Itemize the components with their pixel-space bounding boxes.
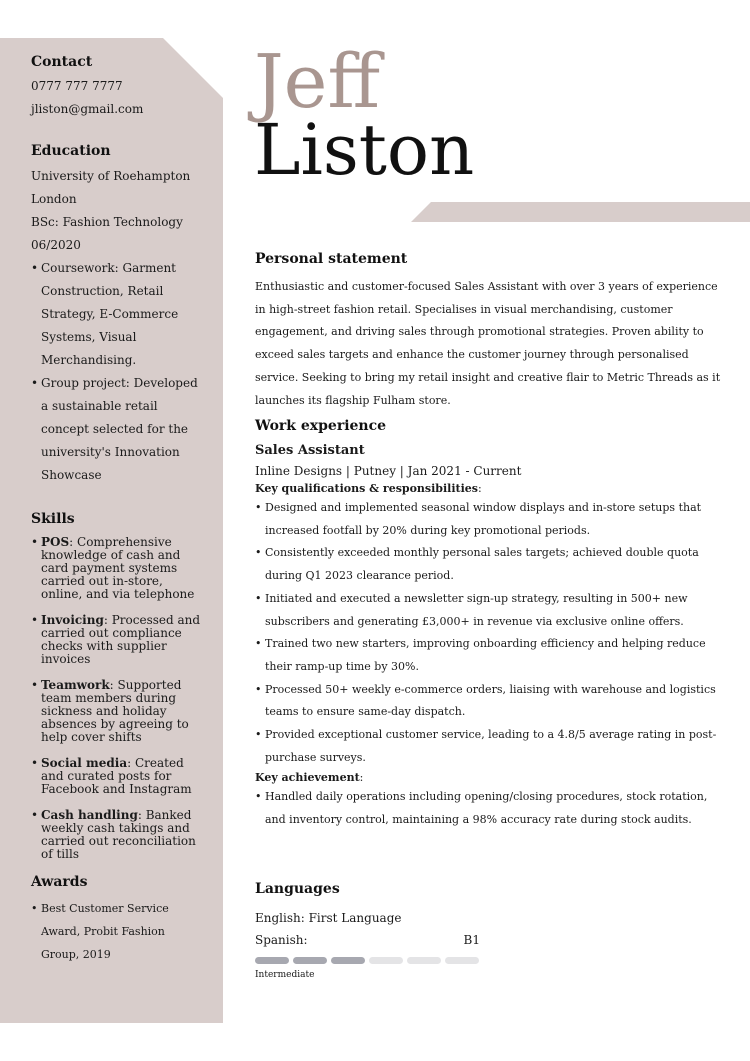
language-level: B1	[463, 933, 480, 947]
list-item: • Processed 50+ weekly e-commerce orders, liaising with warehouse and logistics teams to ensure same-day dispatch.	[255, 679, 725, 724]
level-segment-empty	[407, 957, 441, 964]
contact-email: jliston@gmail.com	[31, 102, 144, 116]
skills-list	[31, 536, 201, 861]
job-title: Sales Assistant	[255, 443, 365, 458]
skill-title: Teamwork	[41, 678, 110, 692]
skill-item	[31, 757, 201, 796]
contact-heading: Contact	[31, 54, 93, 70]
personal-statement-section	[255, 251, 725, 412]
level-segment-filled	[255, 957, 289, 964]
skill-item	[31, 809, 201, 861]
awards-list	[31, 897, 201, 966]
education-city: London	[31, 192, 77, 206]
achievement-list	[255, 786, 725, 831]
skill-title: Cash handling	[41, 808, 138, 822]
level-segment-empty	[445, 957, 479, 964]
education-degree: BSc: Fashion Technology	[31, 215, 183, 229]
statement-heading: Personal statement	[255, 251, 408, 267]
list-item: • Consistently exceeded monthly personal sales targets; achieved double quota during Q1 2023 clearance period.	[255, 542, 725, 587]
skill-text: : Created and curated posts for Facebook and Instagram	[41, 756, 192, 796]
awards-section	[31, 874, 201, 966]
language-spanish	[255, 929, 480, 951]
list-item: • Designed and implemented seasonal window displays and in-store setups that increased footfall by 20% during key promotional periods.	[255, 497, 725, 542]
job-meta: Inline Designs | Putney | Jan 2021 - Current	[255, 464, 522, 478]
last-name: Liston	[254, 109, 475, 191]
statement-text: Enthusiastic and customer-focused Sales Assistant with over 3 years of experience in high-street fashion retail. Specialises in visual merchandising, customer engagement, and driving sales through promotional strategies. Proven ability to exceed sales targets and enhance the customer journey through personalised service. Seeking to bring my retail insight and creative flair to Metric Threads as it launches its flagship Fulham store.	[255, 280, 721, 407]
education-section	[31, 143, 201, 487]
education-heading: Education	[31, 143, 111, 159]
awards-heading: Awards	[31, 874, 88, 890]
education-bullets	[31, 257, 201, 487]
languages-section	[255, 881, 725, 980]
list-item: • Trained two new starters, improving onboarding efficiency and helping reduce their ramp-up time by 30%.	[255, 633, 725, 678]
skill-item	[31, 679, 201, 744]
skill-text: : Comprehensive knowledge of cash and card payment systems carried out in-store, online, and via telephone	[41, 535, 195, 601]
skill-text: : Supported team members during sickness and holiday absences by agreeing to help cover shifts	[41, 678, 189, 744]
education-institution: University of Roehampton	[31, 169, 191, 183]
skill-item	[31, 614, 201, 666]
skill-title: POS	[41, 535, 70, 549]
list-item: • Handled daily operations including opening/closing procedures, stock rotation, and inventory control, maintaining a 98% accuracy rate during stock audits.	[255, 786, 725, 831]
education-date: 06/2020	[31, 238, 81, 252]
accent-bar	[411, 202, 750, 222]
list-item: • Group project: Developed a sustainable retail concept selected for the university's Innovation Showcase	[31, 372, 201, 487]
achievement-label: Key achievement:	[255, 771, 364, 785]
list-item: • Initiated and executed a newsletter sign-up strategy, resulting in 500+ new subscribers and generating £3,000+ in revenue via exclusive online offers.	[255, 588, 725, 633]
skills-heading: Skills	[31, 511, 75, 527]
work-experience-section	[255, 418, 725, 832]
level-segment-filled	[331, 957, 365, 964]
experience-heading: Work experience	[255, 418, 387, 434]
sidebar-content	[31, 54, 201, 966]
list-item: • Coursework: Garment Construction, Retail Strategy, E-Commerce Systems, Visual Merchandising.	[31, 257, 201, 372]
language-english: English: First Language	[255, 911, 402, 925]
skills-section	[31, 511, 201, 861]
skill-text: : Banked weekly cash takings and carried out reconciliation of tills	[41, 808, 196, 861]
qualifications-list	[255, 497, 725, 769]
skill-text: : Processed and carried out compliance checks with supplier invoices	[41, 613, 201, 666]
skill-title: Invoicing	[41, 613, 104, 627]
languages-heading: Languages	[255, 881, 340, 897]
level-segment-filled	[293, 957, 327, 964]
list-item: • Provided exceptional customer service, leading to a 4.8/5 average rating in post-purchase surveys.	[255, 724, 725, 769]
language-level-caption: Intermediate	[255, 970, 315, 980]
contact-phone: 0777 777 7777	[31, 79, 123, 93]
skill-title: Social media	[41, 756, 128, 770]
language-name: Spanish:	[255, 933, 308, 947]
level-segment-empty	[369, 957, 403, 964]
award-item: • Best Customer Service Award, Probit Fashion Group, 2019	[31, 897, 201, 966]
first-name: Jeff	[254, 39, 381, 125]
contact-section	[31, 54, 201, 121]
qualifications-label: Key qualifications & responsibilities:	[255, 482, 482, 495]
skill-item	[31, 536, 201, 601]
language-level-bar	[255, 957, 725, 964]
